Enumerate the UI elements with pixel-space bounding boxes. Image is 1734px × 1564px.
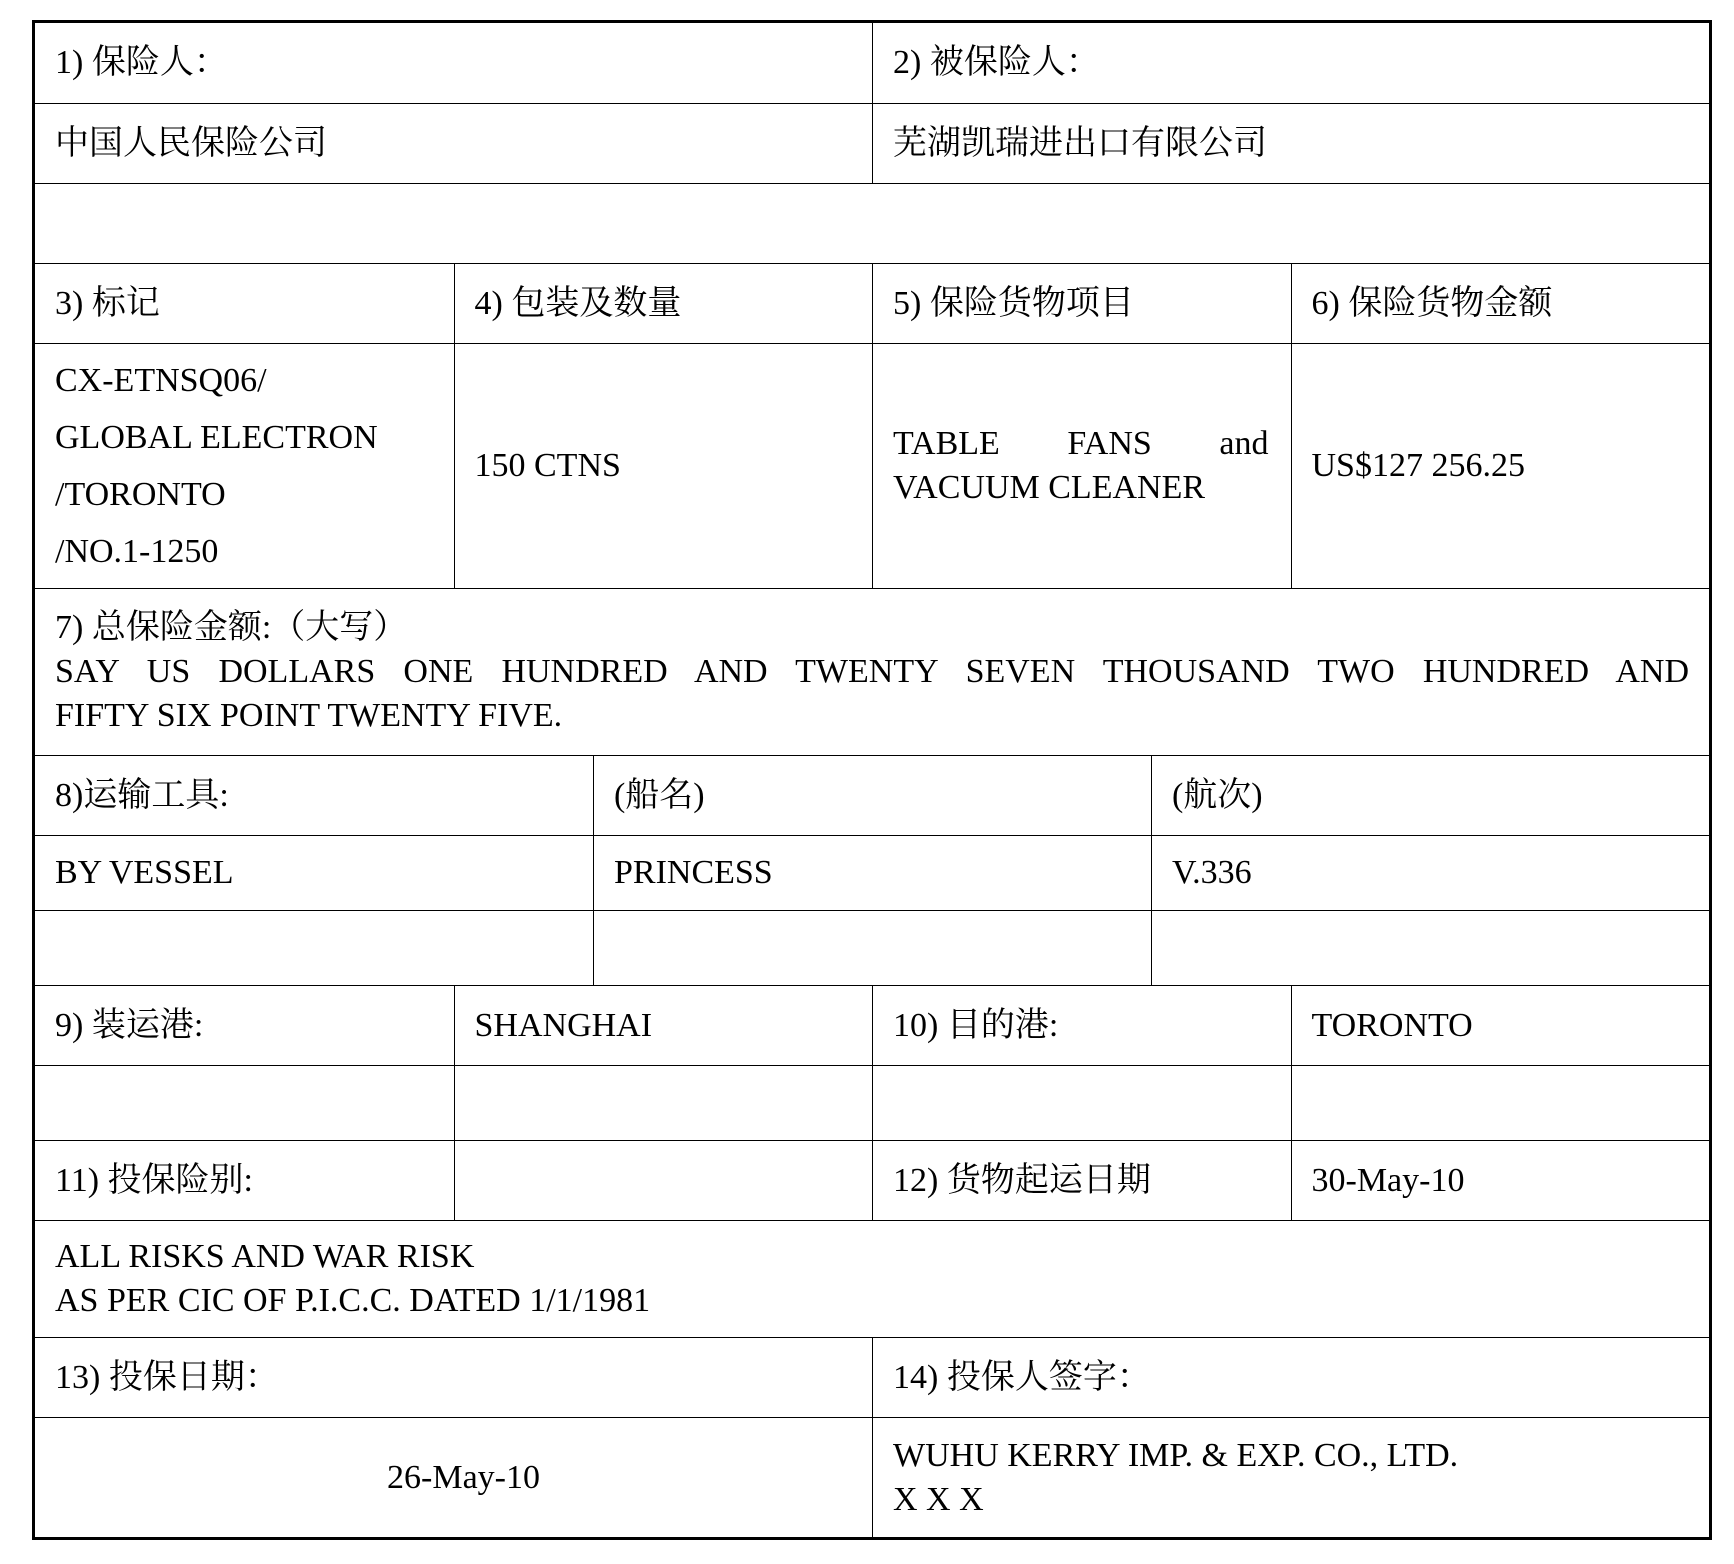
row-cargo-headers — [35, 263, 1709, 343]
signature-label: 14) 投保人签字： — [872, 1338, 1709, 1417]
row-coverage — [35, 1140, 1709, 1220]
row-risk-terms — [35, 1220, 1709, 1337]
vessel-label: (船名) — [593, 756, 1151, 835]
row-party-labels — [35, 23, 1709, 103]
goods-line: VACUUM CLEANER — [893, 469, 1206, 506]
row-party-values — [35, 103, 1709, 183]
risk-terms-line: ALL RISKS AND WAR RISK — [55, 1238, 475, 1275]
destination-port-label: 10) 目的港: — [872, 986, 1291, 1065]
marks-line: /TORONTO — [55, 476, 226, 513]
signature-value — [872, 1418, 1709, 1537]
marks-line: CX-ETNSQ06/ — [55, 362, 267, 399]
row-cargo-values — [35, 343, 1709, 588]
blank-cell — [1291, 1066, 1710, 1140]
destination-port-value: TORONTO — [1291, 986, 1710, 1065]
blank-cell — [35, 1066, 454, 1140]
amount-header: 6) 保险货物金额 — [1291, 264, 1710, 343]
voyage-value: V.336 — [1151, 836, 1709, 910]
blank-cell — [454, 1066, 873, 1140]
packing-value: 150 CTNS — [454, 344, 873, 588]
marks-line: GLOBAL ELECTRON — [55, 419, 378, 456]
coverage-value — [454, 1141, 873, 1220]
total-insured-words: FIFTY SIX POINT TWENTY FIVE. — [55, 697, 563, 734]
marks-line: /NO.1-1250 — [55, 533, 219, 570]
conveyance-label: 8)运输工具: — [55, 776, 229, 814]
blank-cell — [1151, 911, 1709, 985]
voyage-label: (航次) — [1151, 756, 1709, 835]
loading-port-value: SHANGHAI — [454, 986, 873, 1065]
shipment-date-label: 12) 货物起运日期 — [872, 1141, 1291, 1220]
row-total-insured — [35, 588, 1709, 755]
application-date-label: 13) 投保日期： — [55, 1358, 279, 1396]
row-ports — [35, 985, 1709, 1065]
total-insured-cell — [35, 589, 1709, 755]
insured-label: 2) 被保险人： — [872, 23, 1709, 103]
amount-value: US$127 256.25 — [1291, 344, 1710, 588]
insurance-application-form — [32, 20, 1712, 1540]
insurer-label: 1) 保险人： — [55, 44, 228, 81]
goods-header: 5) 保险货物项目 — [872, 264, 1291, 343]
conveyance-value: BY VESSEL — [55, 854, 234, 891]
risk-terms-line: AS PER CIC OF P.I.C.C. DATED 1/1/1981 — [55, 1282, 651, 1319]
total-insured-label: 7) 总保险金额:（大写） — [55, 609, 408, 646]
marks-header: 3) 标记 — [55, 284, 160, 322]
row-application-labels — [35, 1337, 1709, 1417]
blank-cell — [872, 1066, 1291, 1140]
loading-port-label: 9) 装运港: — [55, 1006, 204, 1044]
vessel-value: PRINCESS — [593, 836, 1151, 910]
application-date-value — [35, 1418, 872, 1537]
blank-cell — [35, 911, 593, 985]
shipment-date-value: 30-May-10 — [1291, 1141, 1710, 1220]
applicant-company: WUHU KERRY IMP. & EXP. CO., LTD. — [893, 1436, 1459, 1474]
marks-value — [35, 344, 454, 588]
blank-cell — [593, 911, 1151, 985]
goods-line: TABLE FANS and — [893, 425, 1269, 462]
row-application-values — [35, 1417, 1709, 1537]
row-transport-blank — [35, 910, 1709, 985]
packing-header: 4) 包装及数量 — [454, 264, 873, 343]
goods-value — [872, 344, 1291, 588]
applicant-signature: X X X — [893, 1480, 984, 1518]
row-blank — [35, 183, 1709, 263]
risk-terms-cell — [35, 1221, 1709, 1337]
row-ports-blank — [35, 1065, 1709, 1140]
row-transport-labels — [35, 755, 1709, 835]
blank-cell — [35, 184, 1709, 263]
application-date-text: 26-May-10 — [387, 1458, 540, 1496]
coverage-label: 11) 投保险别: — [55, 1161, 254, 1199]
insurer-value: 中国人民保险公司 — [55, 124, 327, 162]
row-transport-values — [35, 835, 1709, 910]
insured-value: 芜湖凯瑞进出口有限公司 — [872, 104, 1709, 183]
total-insured-words: SAY US DOLLARS ONE HUNDRED AND TWENTY SEVEN THOUSAND TWO HUNDRED AND — [55, 653, 1689, 690]
